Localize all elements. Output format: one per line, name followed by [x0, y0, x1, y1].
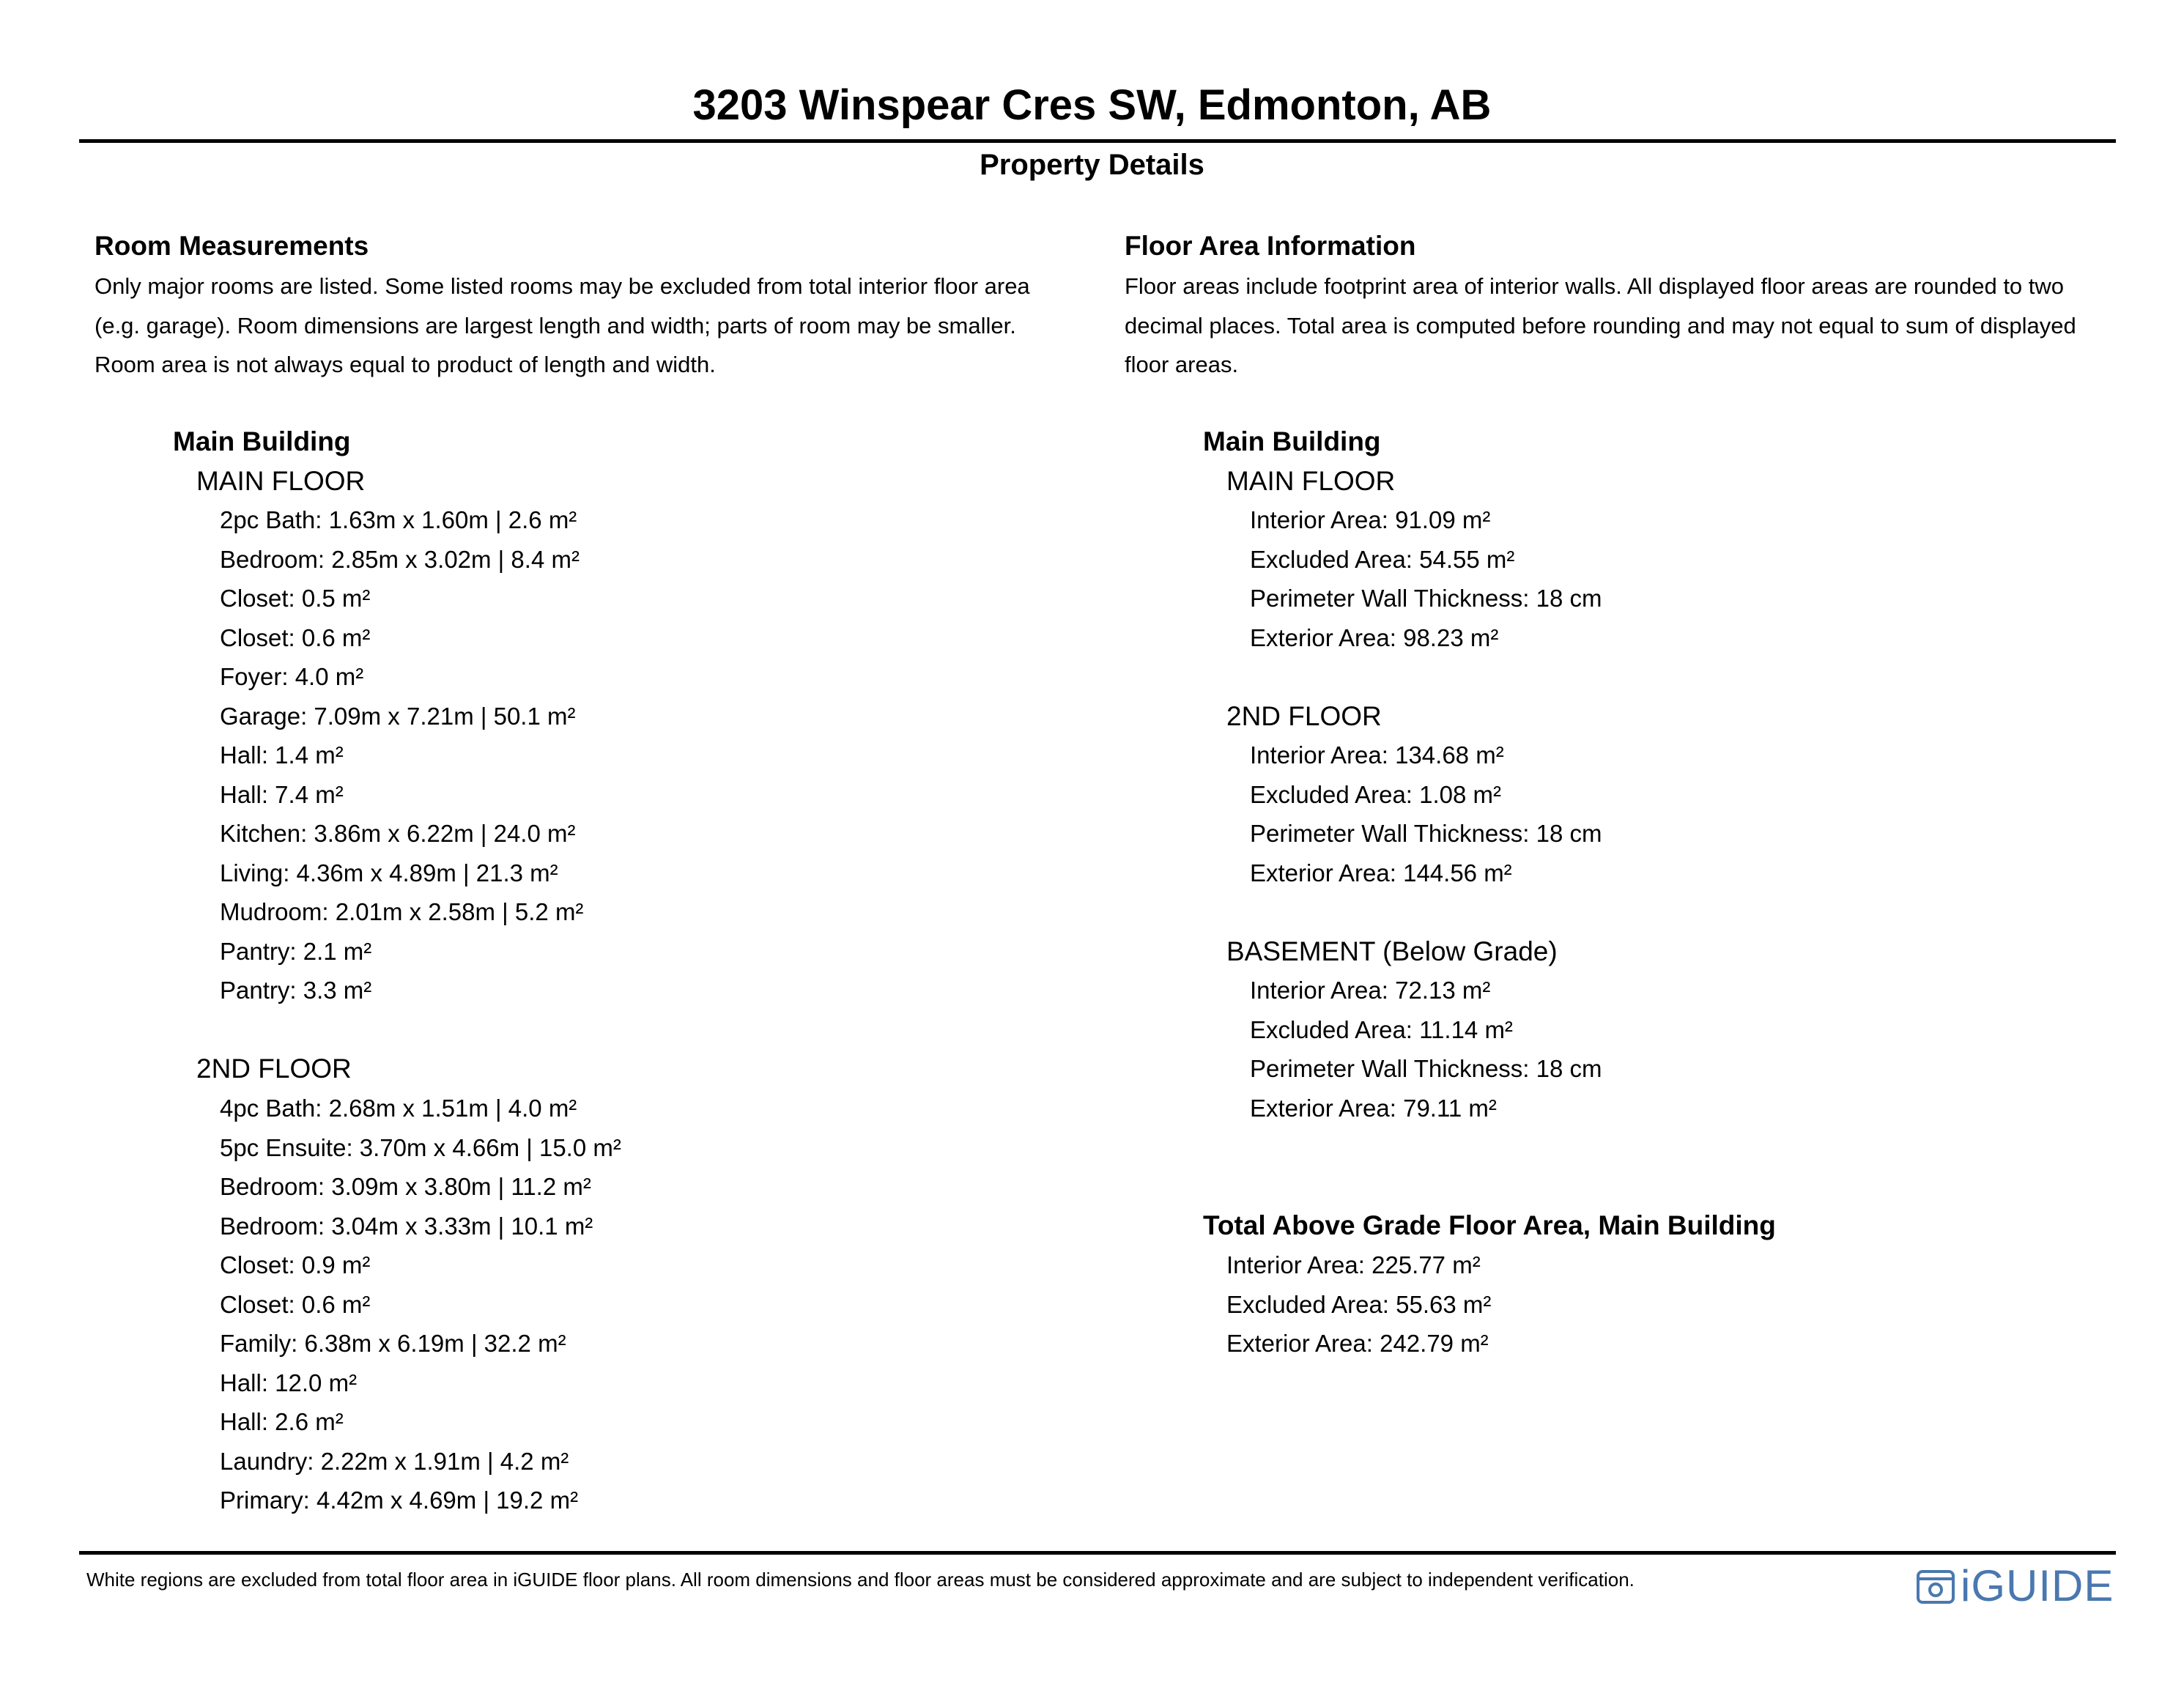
- area-building-heading: Main Building: [1203, 426, 1381, 456]
- room-item: Closet: 0.6 m²: [220, 1290, 371, 1318]
- room-list-2nd-floor: [220, 1089, 621, 1520]
- room-item: Pantry: 2.1 m²: [220, 937, 372, 965]
- area-list-2nd-floor: [1250, 736, 1602, 892]
- area-floor-heading-basement: BASEMENT (Below Grade): [1226, 936, 1558, 966]
- area-item: Exterior Area: 98.23 m²: [1250, 623, 1499, 651]
- area-list-main-floor: [1250, 500, 1602, 657]
- area-item: Interior Area: 91.09 m²: [1250, 506, 1491, 533]
- area-item: Exterior Area: 144.56 m²: [1250, 859, 1512, 886]
- area-item: Interior Area: 134.68 m²: [1250, 741, 1504, 769]
- intro-line: Room area is not always equal to product of length and width.: [95, 352, 716, 377]
- room-item: Primary: 4.42m x 4.69m | 19.2 m²: [220, 1487, 579, 1514]
- room-measurements-section: [95, 226, 1076, 1514]
- area-floor-heading-2nd: 2ND FLOOR: [1226, 701, 1382, 731]
- room-item: Closet: 0.6 m²: [220, 623, 371, 651]
- floor-area-intro: [1125, 267, 2121, 385]
- room-item: 2pc Bath: 1.63m x 1.60m | 2.6 m²: [220, 506, 577, 533]
- total-area-item: Exterior Area: 242.79 m²: [1226, 1330, 1489, 1357]
- room-building-heading: Main Building: [173, 426, 351, 456]
- area-item: Excluded Area: 54.55 m²: [1250, 545, 1515, 573]
- total-area-heading: Total Above Grade Floor Area, Main Building: [1203, 1210, 1776, 1240]
- area-item: Excluded Area: 11.14 m²: [1250, 1015, 1513, 1043]
- room-item: 5pc Ensuite: 3.70m x 4.66m | 15.0 m²: [220, 1133, 621, 1161]
- logo-text: iGUIDE: [1961, 1561, 2114, 1610]
- floor-area-section: [1125, 226, 2121, 1357]
- room-item: Hall: 1.4 m²: [220, 741, 344, 769]
- camera-icon: [1915, 1566, 1956, 1607]
- room-item: Mudroom: 2.01m x 2.58m | 5.2 m²: [220, 898, 584, 925]
- area-item: Perimeter Wall Thickness: 18 cm: [1250, 820, 1602, 847]
- room-item: Garage: 7.09m x 7.21m | 50.1 m²: [220, 702, 576, 730]
- total-area-item: Interior Area: 225.77 m²: [1226, 1251, 1481, 1278]
- area-item: Exterior Area: 79.11 m²: [1250, 1094, 1497, 1122]
- room-measurements-intro: [95, 267, 1076, 385]
- area-item: Excluded Area: 1.08 m²: [1250, 780, 1502, 808]
- area-item: Perimeter Wall Thickness: 18 cm: [1250, 1055, 1602, 1082]
- room-item: Living: 4.36m x 4.89m | 21.3 m²: [220, 859, 558, 886]
- page-title: 3203 Winspear Cres SW, Edmonton, AB: [692, 81, 1492, 129]
- intro-line: Only major rooms are listed. Some listed rooms may be excluded from total interior floor area: [95, 273, 1030, 299]
- room-item: Laundry: 2.22m x 1.91m | 4.2 m²: [220, 1447, 569, 1475]
- room-item: Pantry: 3.3 m²: [220, 977, 372, 1004]
- room-item: 4pc Bath: 2.68m x 1.51m | 4.0 m²: [220, 1095, 577, 1122]
- room-list-main-floor: [220, 500, 583, 1010]
- room-floor-heading-2nd: 2ND FLOOR: [196, 1054, 352, 1084]
- floor-area-heading: Floor Area Information: [1125, 231, 1416, 261]
- iguide-logo: [1915, 1561, 2114, 1612]
- page-subtitle: Property Details: [980, 149, 1204, 181]
- intro-line: floor areas.: [1125, 352, 1239, 377]
- area-item: Interior Area: 72.13 m²: [1250, 977, 1491, 1004]
- room-item: Foyer: 4.0 m²: [220, 663, 364, 690]
- area-list-basement: [1250, 971, 1602, 1128]
- total-area-item: Excluded Area: 55.63 m²: [1226, 1290, 1492, 1318]
- intro-line: (e.g. garage). Room dimensions are largest length and width; parts of room may be smaller.: [95, 312, 1016, 338]
- area-floor-heading-main: MAIN FLOOR: [1226, 466, 1396, 496]
- intro-line: decimal places. Total area is computed before rounding and may not equal to sum of displayed: [1125, 312, 2076, 338]
- footer-disclaimer: White regions are excluded from total floor area in iGUIDE floor plans. All room dimensions and floor areas must be considered approximate and are subject to independent verification.: [86, 1569, 1635, 1591]
- room-item: Closet: 0.5 m²: [220, 585, 371, 612]
- room-item: Kitchen: 3.86m x 6.22m | 24.0 m²: [220, 820, 576, 847]
- room-item: Hall: 7.4 m²: [220, 780, 344, 808]
- room-item: Bedroom: 3.09m x 3.80m | 11.2 m²: [220, 1173, 591, 1200]
- room-measurements-heading: Room Measurements: [95, 231, 369, 261]
- total-area-list: [1226, 1245, 1491, 1363]
- area-item: Perimeter Wall Thickness: 18 cm: [1250, 585, 1602, 612]
- intro-line: Floor areas include footprint area of interior walls. All displayed floor areas are rounded to two: [1125, 273, 2065, 299]
- room-floor-heading-main: MAIN FLOOR: [196, 466, 366, 496]
- footer-divider: [79, 1551, 2116, 1555]
- room-item: Family: 6.38m x 6.19m | 32.2 m²: [220, 1330, 566, 1357]
- room-item: Closet: 0.9 m²: [220, 1251, 371, 1278]
- room-item: Bedroom: 3.04m x 3.33m | 10.1 m²: [220, 1212, 593, 1240]
- room-item: Hall: 12.0 m²: [220, 1369, 358, 1396]
- header-divider: [79, 139, 2116, 143]
- room-item: Bedroom: 2.85m x 3.02m | 8.4 m²: [220, 545, 580, 573]
- room-item: Hall: 2.6 m²: [220, 1408, 344, 1435]
